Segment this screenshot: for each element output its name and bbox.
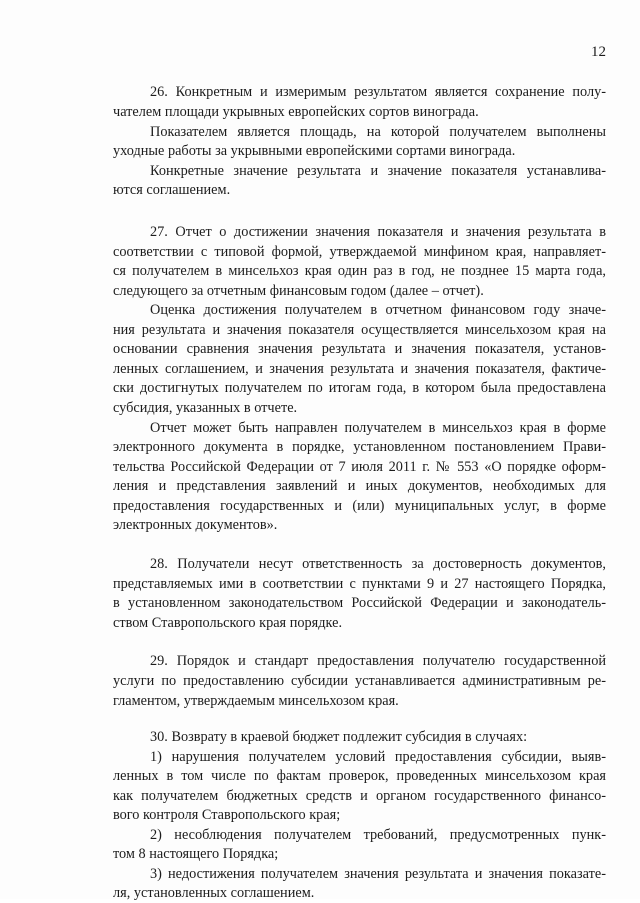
text-line: уходные работы за укрывными европейскими сортами винограда. bbox=[113, 143, 516, 159]
text-line: ленных в том числе по фактам проверок, проведенных минсельхозом края bbox=[113, 768, 606, 784]
text-line: Конкретные значение результата и значение показателя устанавлива- bbox=[150, 163, 606, 179]
text-line: услуги по предоставлению субсидии устанавливается административным ре- bbox=[113, 673, 606, 689]
text-line: 2) несоблюдения получателем требований, предусмотренных пунк- bbox=[150, 826, 606, 843]
text-line: следующего за отчетным финансовым годом (далее – отчет). bbox=[113, 283, 484, 299]
text-line: 27. Отчет о достижении значения показателя и значения результата в bbox=[150, 224, 606, 240]
text-line: чателем площади укрывных европейских сортов винограда. bbox=[113, 104, 479, 120]
text-line: основании сравнения значения результата и значения показателя, установ- bbox=[113, 341, 606, 357]
text-line: Показателем является площадь, на которой получателем выполнены bbox=[150, 124, 606, 140]
page-number: 12 bbox=[591, 44, 606, 60]
text-line: соответствии с типовой формой, утверждаемой минфином края, направляет- bbox=[113, 244, 606, 260]
text-line: ски достигнутых получателем по итогам года, в котором была предоставлена bbox=[113, 380, 606, 396]
text-line: гламентом, утверждаемым минсельхозом края. bbox=[113, 693, 399, 709]
text-line: 26. Конкретным и измеримым результатом является сохранение полу- bbox=[150, 84, 606, 100]
text-line: ются соглашением. bbox=[113, 182, 231, 198]
text-line: в установленном законодательством Российской Федерации и законодатель- bbox=[113, 595, 606, 611]
text-line: 30. Возврату в краевой бюджет подлежит субсидия в случаях: bbox=[150, 729, 528, 745]
text-line: ния результата и значения показателя осуществляется минсельхозом края на bbox=[113, 322, 606, 338]
text-line: ся получателем в минсельхоз края один раз в год, не позднее 15 марта года, bbox=[113, 263, 606, 279]
text-line: ля, установленных соглашением. bbox=[113, 885, 315, 901]
text-line: как получателем бюджетных средств и органом государственного финансо- bbox=[113, 787, 606, 804]
text-line: 29. Порядок и стандарт предоставления получателю государственной bbox=[150, 653, 606, 669]
text-line: ленных соглашением, и значения результата и значения показателя, фактиче- bbox=[113, 361, 606, 377]
text-line: Оценка достижения получателем в отчетном финансовом году значе- bbox=[150, 302, 606, 318]
text-line: 3) недостижения получателем значения результата и значения показате- bbox=[150, 865, 606, 882]
text-line: тельства Российской Федерации от 7 июля 2011 г. № 553 «О порядке оформ- bbox=[113, 459, 606, 475]
text-line: электронных документов». bbox=[113, 517, 278, 533]
text-line: Отчет может быть направлен получателем в минсельхоз края в форме bbox=[150, 420, 606, 436]
text-line: 1) нарушения получателем условий предоставления субсидии, выяв- bbox=[150, 748, 606, 765]
text-line: вого контроля Ставропольского края; bbox=[113, 807, 341, 823]
text-line: том 8 настоящего Порядка; bbox=[113, 846, 279, 862]
text-line: представляемых ими в соответствии с пунктами 9 и 27 настоящего Порядка, bbox=[113, 576, 606, 592]
text-line: ления и представления заявлений и иных документов, необходимых для bbox=[113, 478, 606, 494]
text-line: 28. Получатели несут ответственность за достоверность документов, bbox=[150, 556, 606, 572]
text-line: субсидия, указанных в отчете. bbox=[113, 400, 298, 416]
text-line: ством Ставропольского края порядке. bbox=[113, 615, 343, 631]
text-line: электронного документа в порядке, установленном постановлением Прави- bbox=[113, 439, 606, 455]
text-line: предоставления государственных и (или) муниципальных услуг, в форме bbox=[113, 498, 606, 514]
